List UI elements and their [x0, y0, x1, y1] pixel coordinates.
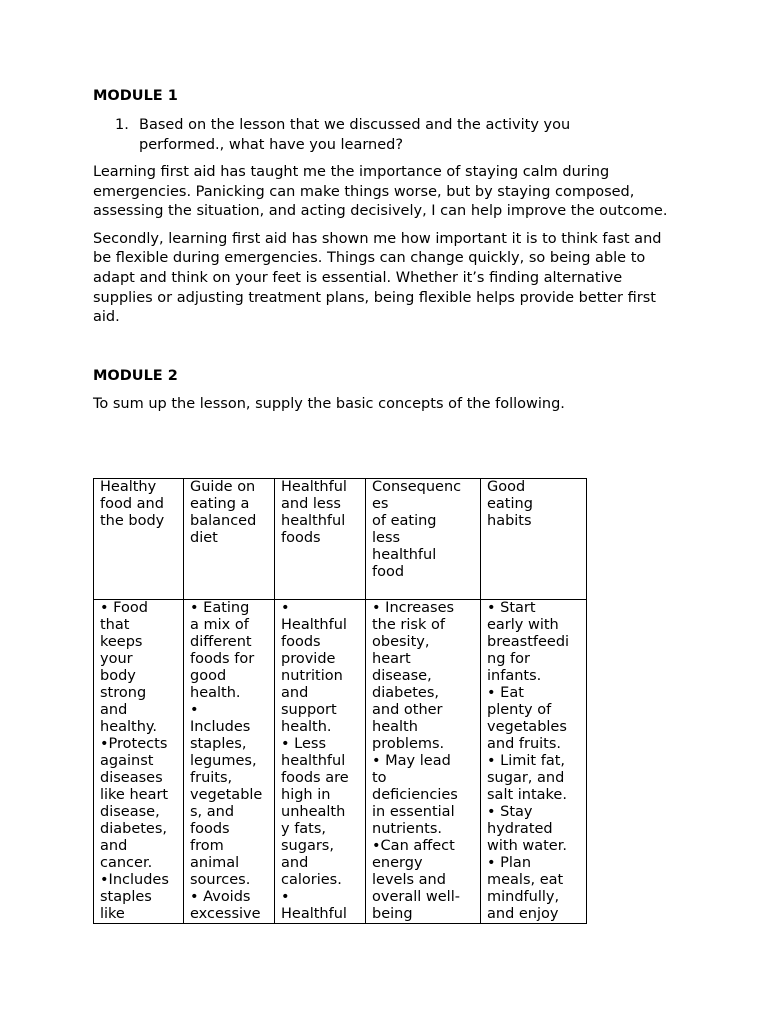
cell-line: problems.: [372, 736, 445, 752]
header-line: healthful: [372, 547, 437, 563]
cell-line: mindfully,: [487, 889, 560, 905]
cell-line: salt intake.: [487, 787, 567, 803]
cell-line: to: [372, 770, 387, 786]
cell-healthful-foods: [275, 600, 366, 924]
cell-line: diabetes,: [100, 821, 168, 837]
cell-line: •Can affect: [372, 838, 455, 854]
header-line: es: [372, 496, 389, 512]
header-healthful-foods: [275, 479, 366, 600]
header-line: Consequenc: [372, 479, 462, 495]
cell-line: breastfeedi: [487, 634, 570, 650]
question-line-1: Based on the lesson that we discussed and the activity you: [139, 117, 571, 133]
cell-line: obesity,: [372, 634, 430, 650]
header-line: eating: [487, 496, 533, 512]
cell-line: infants.: [487, 668, 542, 684]
table-header-row: [94, 479, 587, 600]
cell-line: foods for: [190, 651, 255, 667]
cell-line: your: [100, 651, 133, 667]
cell-line: and: [100, 838, 128, 854]
cell-line: being: [372, 906, 413, 922]
header-line: food: [372, 564, 405, 580]
cell-eating-habits: [481, 600, 587, 924]
cell-line: ng for: [487, 651, 530, 667]
cell-line: foods: [281, 634, 321, 650]
cell-line: •Includes: [100, 872, 169, 888]
question-line-2: performed., what have you learned?: [139, 136, 404, 153]
cell-line: overall well-: [372, 889, 460, 905]
header-line: diet: [190, 530, 218, 546]
cell-line: health.: [281, 719, 332, 735]
cell-line: sources.: [190, 872, 251, 888]
cell-line: strong: [100, 685, 147, 701]
cell-line: levels and: [372, 872, 446, 888]
cell-line: vegetable: [190, 787, 263, 803]
cell-line: sugar, and: [487, 770, 565, 786]
cell-line: high in: [281, 787, 331, 803]
header-line: Good: [487, 479, 526, 495]
cell-line: different: [190, 634, 252, 650]
cell-line: with water.: [487, 838, 567, 854]
header-line: of eating: [372, 513, 437, 529]
cell-line: that: [100, 617, 130, 633]
cell-line: and enjoy: [487, 906, 559, 922]
header-consequences: [366, 479, 481, 600]
cell-line: hydrated: [487, 821, 553, 837]
cell-line: in essential: [372, 804, 455, 820]
cell-line: healthful: [281, 753, 346, 769]
cell-line: disease,: [372, 668, 432, 684]
cell-line: a mix of: [190, 617, 249, 633]
cell-line: keeps: [100, 634, 143, 650]
cell-line: staples,: [190, 736, 247, 752]
concepts-table: [93, 478, 587, 924]
cell-line: •: [281, 600, 290, 616]
cell-line: and: [100, 702, 128, 718]
cell-line: calories.: [281, 872, 342, 888]
cell-balanced-diet: [184, 600, 275, 924]
header-line: Healthy: [100, 479, 157, 495]
header-line: and less: [281, 496, 341, 512]
header-line: foods: [281, 530, 321, 546]
cell-line: foods are: [281, 770, 349, 786]
cell-line: Healthful: [281, 617, 347, 633]
cell-line: the risk of: [372, 617, 445, 633]
module-1-title: MODULE 1: [93, 88, 178, 104]
cell-line: Healthful: [281, 906, 347, 922]
header-line: less: [372, 530, 401, 546]
answer-paragraph-2: Secondly, learning first aid has shown me how important it is to think fast and be flexible during emergencies. Things can change quickly, so being able to adapt and think on your feet is essential. Whether it’s finding alternative supplies or adjusting treatment plans, being flexible helps provide better first aid.: [93, 230, 662, 326]
cell-line: nutrition: [281, 668, 343, 684]
table-row: [94, 600, 587, 924]
cell-line: sugars,: [281, 838, 334, 854]
cell-line: like: [100, 906, 125, 922]
cell-line: • Avoids: [190, 889, 251, 905]
cell-line: animal: [190, 855, 240, 871]
module-2-title: MODULE 2: [93, 367, 178, 384]
cell-line: diabetes,: [372, 685, 440, 701]
header-line: healthful: [281, 513, 346, 529]
cell-line: •: [190, 702, 199, 718]
cell-line: • Limit fat,: [487, 753, 566, 769]
cell-line: • Eating: [190, 600, 250, 616]
cell-line: •Protects: [100, 736, 168, 752]
cell-line: meals, eat: [487, 872, 564, 888]
cell-line: nutrients.: [372, 821, 443, 837]
cell-line: deficiencies: [372, 787, 458, 803]
cell-line: provide: [281, 651, 336, 667]
cell-line: foods: [190, 821, 230, 837]
cell-line: healthy.: [100, 719, 158, 735]
cell-line: fruits,: [190, 770, 233, 786]
question-number: 1.: [115, 117, 129, 133]
header-eating-habits: [481, 479, 587, 600]
cell-line: diseases: [100, 770, 163, 786]
header-line: Healthful: [281, 479, 347, 495]
cell-line: good: [190, 668, 227, 684]
module-2-instruction: To sum up the lesson, supply the basic concepts of the following.: [93, 395, 565, 412]
header-line: Guide on: [190, 479, 256, 495]
cell-line: support: [281, 702, 337, 718]
header-line: the body: [100, 513, 165, 529]
cell-line: from: [190, 838, 224, 854]
cell-line: • Eat: [487, 685, 524, 701]
header-line: balanced: [190, 513, 257, 529]
cell-line: and: [281, 855, 309, 871]
cell-line: like heart: [100, 787, 169, 803]
cell-line: • Stay: [487, 804, 533, 820]
cell-line: •: [281, 889, 290, 905]
cell-line: body: [100, 668, 136, 684]
cell-line: vegetables: [487, 719, 567, 735]
cell-line: energy: [372, 855, 423, 871]
cell-line: early with: [487, 617, 559, 633]
header-balanced-diet: [184, 479, 275, 600]
document-page: [93, 86, 683, 414]
answer-paragraph-1: Learning first aid has taught me the importance of staying calm during emergencies. Panicking can make things worse, but by staying composed, assessing the situation, and acting decisively, I can help improve the outcome.: [93, 164, 668, 220]
header-line: food and: [100, 496, 164, 512]
cell-consequences: [366, 600, 481, 924]
header-line: eating a: [190, 496, 250, 512]
cell-line: legumes,: [190, 753, 257, 769]
cell-line: and: [281, 685, 309, 701]
cell-line: excessive: [190, 906, 261, 922]
cell-line: and other: [372, 702, 443, 718]
cell-line: • May lead: [372, 753, 451, 769]
cell-line: s, and: [190, 804, 235, 820]
cell-line: • Start: [487, 600, 536, 616]
cell-line: plenty of: [487, 702, 552, 718]
cell-line: staples: [100, 889, 152, 905]
cell-line: cancer.: [100, 855, 153, 871]
cell-line: heart: [372, 651, 411, 667]
cell-line: • Less: [281, 736, 327, 752]
cell-line: health.: [190, 685, 241, 701]
cell-line: y fats,: [281, 821, 327, 837]
cell-line: • Increases: [372, 600, 455, 616]
header-healthy-food: [94, 479, 184, 600]
cell-line: against: [100, 753, 154, 769]
cell-line: • Food: [100, 600, 148, 616]
cell-line: Includes: [190, 719, 251, 735]
cell-line: and fruits.: [487, 736, 562, 752]
cell-healthy-food: [94, 600, 184, 924]
cell-line: health: [372, 719, 418, 735]
cell-line: unhealth: [281, 804, 346, 820]
question-1: [93, 116, 683, 155]
header-line: habits: [487, 513, 532, 529]
cell-line: • Plan: [487, 855, 532, 871]
cell-line: disease,: [100, 804, 160, 820]
